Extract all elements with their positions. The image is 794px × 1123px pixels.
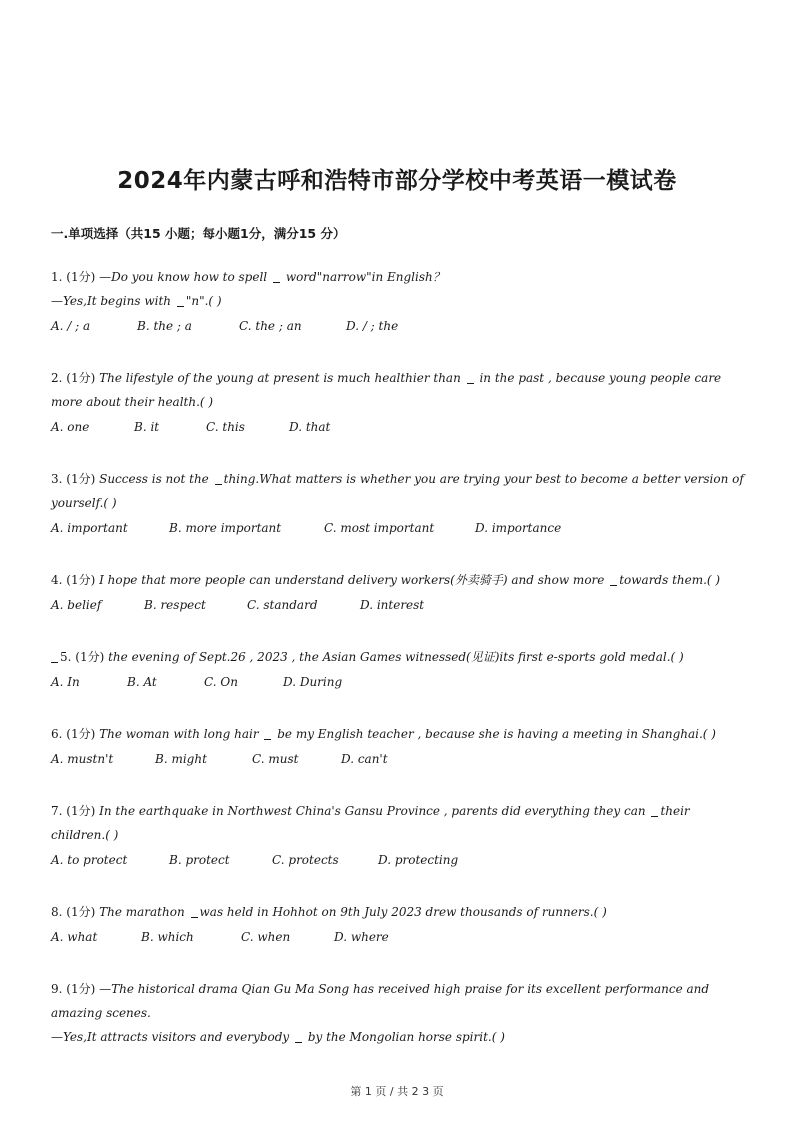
question-text: The lifestyle of the young at present is much healthier than xyxy=(99,371,461,385)
option-b: B. it xyxy=(134,420,160,434)
option-a: A. In xyxy=(51,675,80,689)
option-c: C. this xyxy=(206,420,245,434)
option-b: B. more important xyxy=(169,521,282,535)
answer-blank xyxy=(177,294,184,307)
question-points: (1分) xyxy=(66,573,96,587)
question-text: amazing scenes. xyxy=(51,1006,151,1020)
option-d: D. interest xyxy=(360,598,425,612)
question-9-line-2 xyxy=(51,1005,151,1021)
question-points: (1分) xyxy=(66,371,96,385)
question-6-options xyxy=(51,751,388,767)
question-number: 7. xyxy=(51,804,63,818)
option-c: C. the ; an xyxy=(239,319,302,333)
question-text: —Do you know how to spell xyxy=(99,270,268,284)
option-b: B. At xyxy=(127,675,157,689)
question-8-line-1 xyxy=(51,904,607,920)
answer-blank xyxy=(467,371,474,384)
question-text: In the earthquake in Northwest China's Gansu Province , parents did everything they can xyxy=(99,804,646,818)
question-text: The marathon xyxy=(99,905,185,919)
question-text: was held in Hohhot on 9th July 2023 drew thousands of runners.( ) xyxy=(199,905,607,919)
question-5-line-1 xyxy=(51,649,684,665)
question-text: the evening of Sept.26 , 2023 , the Asian Games witnessed(见证)its first e-sports gold medal.( ) xyxy=(108,650,684,664)
option-a: A. to protect xyxy=(51,853,128,867)
question-7-line-2 xyxy=(51,827,118,843)
option-d: D. can't xyxy=(341,752,388,766)
question-7-options xyxy=(51,852,458,868)
option-c: C. On xyxy=(204,675,238,689)
question-text: thing.What matters is whether you are trying your best to become a better version of xyxy=(223,472,744,486)
question-text: yourself.( ) xyxy=(51,496,117,510)
option-d: D. that xyxy=(289,420,331,434)
question-number: 5. xyxy=(60,650,72,664)
question-number: 1. xyxy=(51,270,63,284)
option-a: A. / ; a xyxy=(51,319,91,333)
option-d: D. where xyxy=(334,930,389,944)
question-text: —Yes,It attracts visitors and everybody xyxy=(51,1030,290,1044)
question-text: their xyxy=(660,804,690,818)
question-9-line-1 xyxy=(51,981,709,997)
option-a: A. one xyxy=(51,420,90,434)
question-number: 4. xyxy=(51,573,63,587)
option-b: B. protect xyxy=(169,853,230,867)
option-d: D. importance xyxy=(475,521,562,535)
option-a: A. belief xyxy=(51,598,102,612)
option-a: A. mustn't xyxy=(51,752,114,766)
question-text: towards them.( ) xyxy=(619,573,721,587)
question-text: word"narrow"in English？ xyxy=(285,270,445,284)
option-c: C. standard xyxy=(247,598,318,612)
question-number: 2. xyxy=(51,371,63,385)
question-text: be my English teacher , because she is having a meeting in Shanghai.( ) xyxy=(277,727,716,741)
question-2-options xyxy=(51,419,330,435)
question-text: —The historical drama Qian Gu Ma Song has received high praise for its excellent performance and xyxy=(99,982,710,996)
option-d: D. During xyxy=(283,675,343,689)
question-points: (1分) xyxy=(66,804,96,818)
answer-blank xyxy=(264,727,271,740)
answer-blank xyxy=(51,650,58,663)
option-c: C. most important xyxy=(324,521,435,535)
question-number: 6. xyxy=(51,727,63,741)
answer-blank xyxy=(610,573,617,586)
answer-blank xyxy=(191,905,198,918)
answer-blank xyxy=(651,804,658,817)
option-a: A. what xyxy=(51,930,98,944)
question-9-line-3 xyxy=(51,1029,505,1045)
option-b: B. which xyxy=(141,930,194,944)
question-2-line-2 xyxy=(51,394,213,410)
question-3-line-1 xyxy=(51,471,744,487)
question-text: "n".( ) xyxy=(185,294,222,308)
answer-blank xyxy=(295,1030,302,1043)
page-footer: 第 1 页 / 共 2 3 页 xyxy=(350,1085,444,1098)
option-c: C. protects xyxy=(272,853,339,867)
question-4-options xyxy=(51,597,424,613)
option-b: B. the ; a xyxy=(137,319,192,333)
question-number: 3. xyxy=(51,472,63,486)
question-number: 8. xyxy=(51,905,63,919)
question-3-options xyxy=(51,520,561,536)
page-title: 2024年内蒙古呼和浩特市部分学校中考英语一模试卷 xyxy=(117,168,677,194)
section-heading: 一.单项选择（共15 小题；每小题1分，满分15 分） xyxy=(51,226,346,241)
question-text: The woman with long hair xyxy=(99,727,259,741)
question-1-line-2 xyxy=(51,293,222,309)
question-7-line-1 xyxy=(51,803,690,819)
question-6-line-1 xyxy=(51,726,716,742)
question-points: (1分) xyxy=(66,982,96,996)
question-8-options xyxy=(51,929,389,945)
question-4-line-1 xyxy=(51,572,720,588)
question-5-options xyxy=(51,674,342,690)
question-text: —Yes,It begins with xyxy=(51,294,171,308)
answer-blank xyxy=(215,472,222,485)
question-points: (1分) xyxy=(75,650,105,664)
option-d: D. / ; the xyxy=(346,319,399,333)
option-b: B. respect xyxy=(144,598,206,612)
question-1-line-1 xyxy=(51,269,445,285)
question-text: Success is not the xyxy=(99,472,209,486)
option-d: D. protecting xyxy=(378,853,459,867)
question-text: children.( ) xyxy=(51,828,119,842)
question-3-line-2 xyxy=(51,495,117,511)
option-c: C. when xyxy=(241,930,291,944)
option-a: A. important xyxy=(51,521,128,535)
question-text: in the past , because young people care xyxy=(479,371,722,385)
question-text: by the Mongolian horse spirit.( ) xyxy=(307,1030,505,1044)
question-points: (1分) xyxy=(66,270,96,284)
question-text: I hope that more people can understand delivery workers(外卖骑手) and show more xyxy=(99,573,605,587)
option-b: B. might xyxy=(155,752,207,766)
question-points: (1分) xyxy=(66,472,96,486)
question-text: more about their health.( ) xyxy=(51,395,214,409)
question-points: (1分) xyxy=(66,727,96,741)
question-number: 9. xyxy=(51,982,63,996)
question-2-line-1 xyxy=(51,370,721,386)
question-1-options xyxy=(51,318,398,334)
answer-blank xyxy=(273,270,280,283)
question-points: (1分) xyxy=(66,905,96,919)
option-c: C. must xyxy=(252,752,299,766)
